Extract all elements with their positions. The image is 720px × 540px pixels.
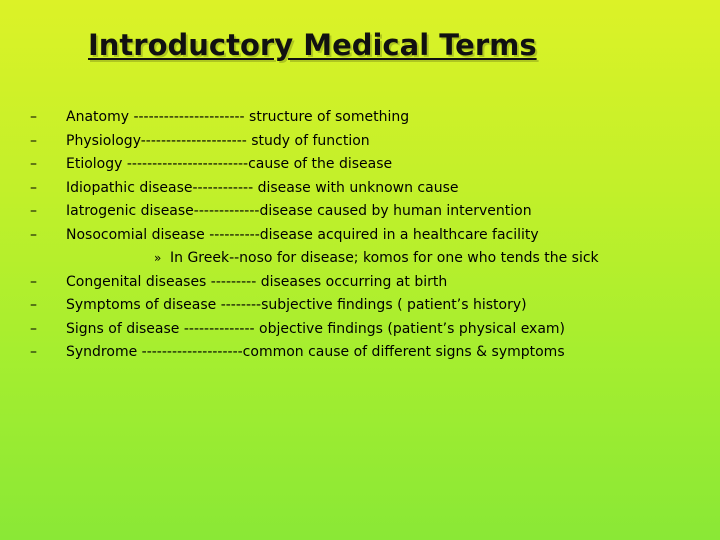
list-dash: – [30, 320, 37, 337]
list-item [30, 342, 700, 366]
sub-list-item [30, 248, 700, 272]
list-item [30, 295, 700, 319]
term-text: Anatomy ---------------------- structure of something [66, 109, 410, 125]
list-dash: – [30, 226, 37, 243]
terms-list [30, 107, 700, 366]
term-text: Nosocomial disease ----------disease acquired in a healthcare facility [66, 226, 539, 243]
list-dash: – [30, 344, 37, 360]
sub-bullet-icon: » [154, 251, 162, 265]
term-text: Symptoms of disease --------subjective findings ( patient’s history) [66, 297, 527, 313]
slide-title: Introductory Medical Terms [88, 28, 537, 62]
list-item [30, 272, 700, 296]
term-text: Idiopathic disease------------ disease with unknown cause [66, 179, 459, 196]
list-item [30, 178, 700, 202]
term-text: Signs of disease -------------- objective findings (patient’s physical exam) [66, 320, 566, 337]
list-item [30, 131, 700, 155]
term-text: Physiology--------------------- study of function [66, 132, 370, 149]
term-text: Congenital diseases --------- diseases occurring at birth [66, 273, 448, 290]
list-dash: – [30, 203, 37, 219]
list-item [30, 154, 700, 178]
list-dash: – [30, 156, 37, 172]
list-dash: – [30, 297, 37, 313]
list-item [30, 107, 700, 131]
sub-item-text: In Greek--noso for disease; komos for one who tends the sick [170, 250, 599, 266]
list-item [30, 201, 700, 225]
term-text: Iatrogenic disease-------------disease caused by human intervention [66, 203, 532, 219]
list-dash: – [30, 179, 37, 196]
list-dash: – [30, 109, 37, 125]
term-text: Syndrome --------------------common cause of different signs & symptoms [66, 344, 565, 360]
list-item [30, 225, 700, 249]
list-item [30, 319, 700, 343]
term-text: Etiology ------------------------cause of the disease [66, 156, 393, 172]
list-dash: – [30, 273, 37, 290]
list-dash: – [30, 132, 37, 149]
